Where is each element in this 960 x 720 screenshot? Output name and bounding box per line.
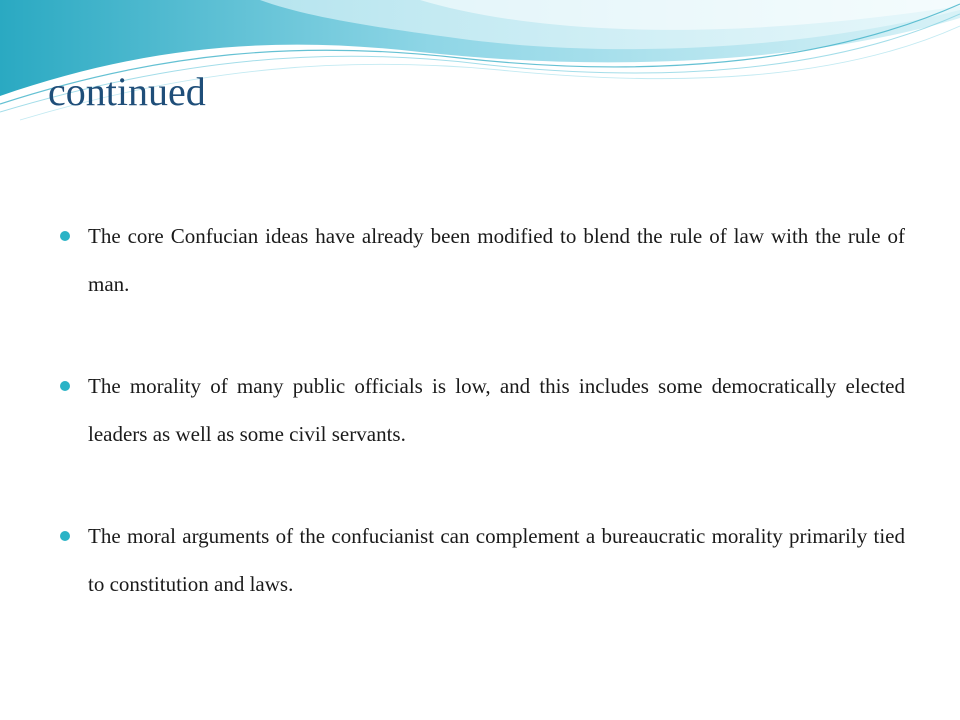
bullet-dot-icon: [60, 381, 70, 391]
bullet-item: [60, 362, 905, 458]
slide-title: continued: [48, 69, 206, 114]
bullet-list: [60, 212, 905, 662]
bullet-dot-icon: [60, 231, 70, 241]
bullet-dot-icon: [60, 531, 70, 541]
bullet-text: The moral arguments of the confucianist can complement a bureaucratic morality primarily tied to constitution and laws.: [88, 524, 905, 596]
bullet-text: The core Confucian ideas have already been modified to blend the rule of law with the rule of man.: [88, 224, 905, 296]
bullet-item: [60, 512, 905, 608]
bullet-text: The morality of many public officials is low, and this includes some democratically elected leaders as well as some civil servants.: [88, 374, 905, 446]
bullet-item: [60, 212, 905, 308]
